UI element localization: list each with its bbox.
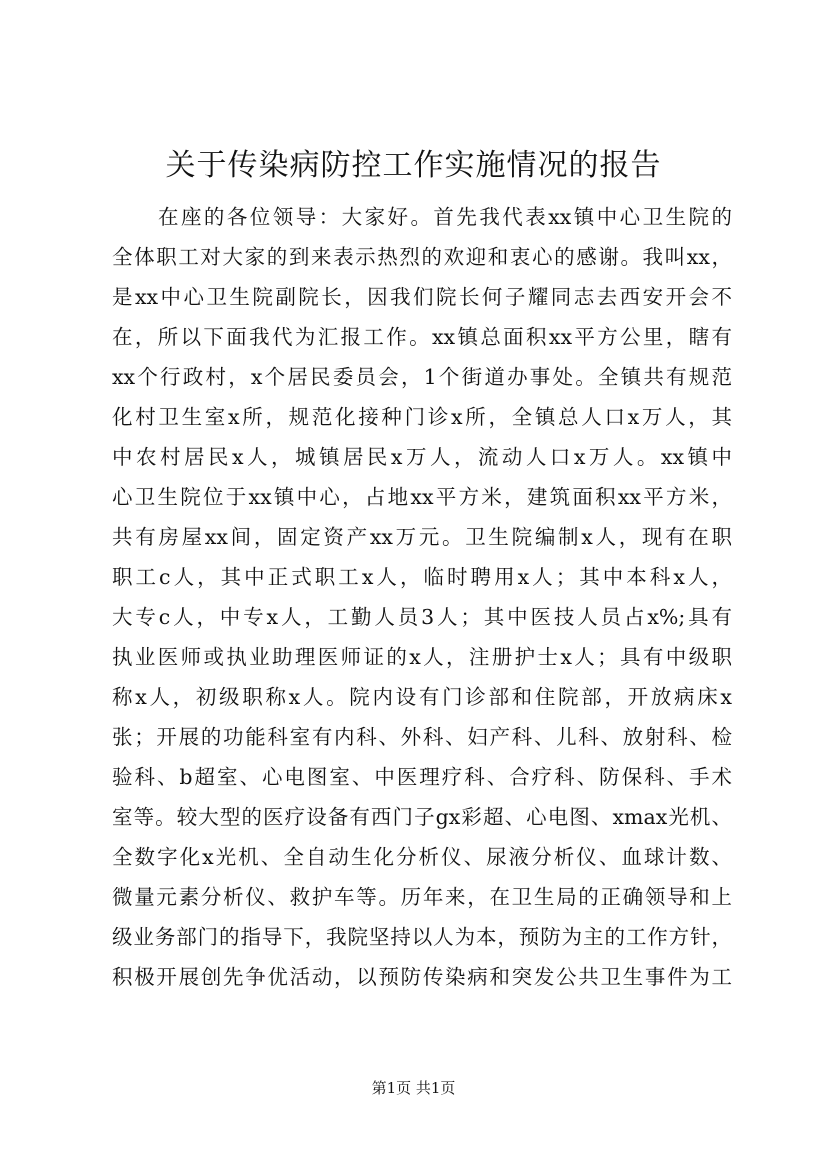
paragraph-line: 全数字化x光机、全自动生化分析仪、尿液分析仪、血球计数、	[112, 845, 732, 869]
paragraph-line: 职工c人，其中正式职工x人，临时聘用x人；其中本科x人，	[112, 565, 732, 589]
paragraph-line: xx个行政村，x个居民委员会，1个街道办事处。全镇共有规范	[112, 365, 732, 389]
paragraph-line: 级业务部门的指导下，我院坚持以人为本，预防为主的工作方针，	[112, 925, 732, 949]
paragraph-line: 是xx中心卫生院副院长，因我们院长何子耀同志去西安开会不	[112, 285, 732, 309]
document-title: 关于传染病防控工作实施情况的报告	[165, 148, 662, 183]
paragraph-line: 积极开展创先争优活动，以预防传染病和突发公共卫生事件为工	[112, 965, 732, 989]
paragraph-line: 大专c人，中专x人，工勤人员3人；其中医技人员占x%;具有	[112, 605, 732, 629]
paragraph-line: 共有房屋xx间，固定资产xx万元。卫生院编制x人，现有在职	[112, 525, 732, 549]
paragraph-line: 室等。较大型的医疗设备有西门子gx彩超、心电图、xmax光机、	[112, 805, 732, 829]
paragraph-line: 全体职工对大家的到来表示热烈的欢迎和衷心的感谢。我叫xx，	[112, 245, 732, 269]
paragraph-line: 在，所以下面我代为汇报工作。xx镇总面积xx平方公里，瞎有	[112, 325, 732, 349]
paragraph-line: 称x人，初级职称x人。院内设有门诊部和住院部，开放病床x	[112, 685, 732, 709]
paragraph-line: 化村卫生室x所，规范化接种门诊x所，全镇总人口x万人，其	[112, 405, 732, 429]
paragraph-line: 心卫生院位于xx镇中心，占地xx平方米，建筑面积xx平方米，	[112, 485, 732, 509]
page-footer: 第1页 共1页	[371, 1079, 456, 1097]
paragraph-line: 在座的各位领导：大家好。首先我代表xx镇中心卫生院的	[158, 205, 732, 229]
paragraph-line: 验科、b超室、心电图室、中医理疗科、合疗科、防保科、手术	[112, 765, 732, 789]
paragraph-line: 执业医师或执业助理医师证的x人，注册护士x人；具有中级职	[112, 645, 732, 669]
paragraph-line: 中农村居民x人，城镇居民x万人，流动人口x万人。xx镇中	[112, 445, 732, 469]
paragraph-line: 张；开展的功能科室有内科、外科、妇产科、儿科、放射科、检	[112, 725, 732, 749]
paragraph-line: 微量元素分析仪、救护车等。历年来，在卫生局的正确领导和上	[112, 885, 732, 909]
